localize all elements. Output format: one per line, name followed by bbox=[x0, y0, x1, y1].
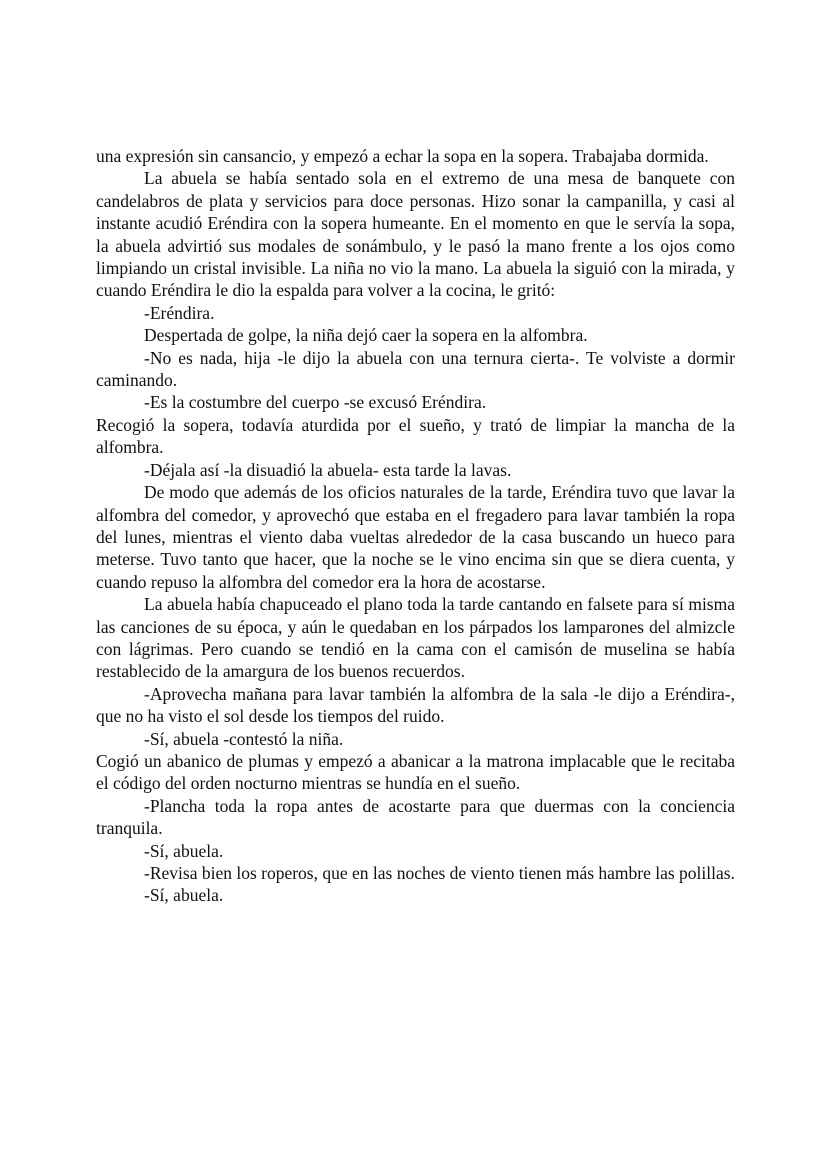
dialogue-line: -Sí, abuela. bbox=[144, 840, 224, 861]
text-body bbox=[96, 145, 735, 907]
dialogue-line: -Déjala así -la disuadió la abuela- esta tarde la lavas. bbox=[144, 459, 512, 480]
paragraph: La abuela había chapuceado el plano toda la tarde cantando en falsete para sí misma las canciones de su época, y aún le quedaban en los párpados los lamparones del almizcle con lágrimas. Pero cuando se tendió en la cama con el camisón de muselina se había restablecido de la amargura de los buenos recuerdos. bbox=[96, 594, 735, 682]
paragraph: Recogió la sopera, todavía aturdida por el sueño, y trató de limpiar la mancha de la alfombra. bbox=[96, 414, 735, 458]
dialogue-line: -Plancha toda la ropa antes de acostarte para que duermas con la conciencia tranquila. bbox=[96, 795, 735, 839]
paragraph: Despertada de golpe, la niña dejó caer la sopera en la alfombra. bbox=[144, 325, 588, 346]
paragraph: De modo que además de los oficios naturales de la tarde, Eréndira tuvo que lavar la alfombra del comedor, y aprovechó que estaba en el fregadero para lavar también la ropa del lunes, mientras el viento daba vueltas alrededor de la casa buscando un hueco para meterse. Tuvo tanto que hacer, que la noche se le vino encima sin que se diera cuenta, y cuando repuso la alfombra del comedor era la hora de acostarse. bbox=[96, 482, 735, 592]
dialogue-line: -Revisa bien los roperos, que en las noches de viento tienen más hambre las polillas. bbox=[144, 863, 735, 883]
paragraph: una expresión sin cansancio, y empezó a echar la sopa en la sopera. Trabajaba dormida. bbox=[96, 146, 709, 166]
dialogue-line: -Aprovecha mañana para lavar también la alfombra de la sala -le dijo a Eréndira-, que no ha visto el sol desde los tiempos del ruido. bbox=[96, 683, 735, 727]
paragraph: La abuela se había sentado sola en el extremo de una mesa de banquete con candelabros de plata y servicios para doce personas. Hizo sonar la campanilla, y casi al instante acudió Eréndira con la sopera humeante. En el momento en que le servía la sopa, la abuela advirtió sus modales de sonámbulo, y le pasó la mano frente a los ojos como limpiando un cristal invisible. La niña no vio la mano. La abuela la siguió con la mirada, y cuando Eréndira le dio la espalda para volver a la cocina, le gritó: bbox=[96, 168, 735, 301]
dialogue-line: -Sí, abuela -contestó la niña. bbox=[144, 728, 344, 749]
dialogue-line: -Eréndira. bbox=[144, 302, 215, 323]
dialogue-line: -No es nada, hija -le dijo la abuela con una ternura cierta-. Te volviste a dormir caminando. bbox=[96, 347, 735, 391]
dialogue-line: -Sí, abuela. bbox=[144, 885, 224, 906]
dialogue-line: -Es la costumbre del cuerpo -se excusó Eréndira. bbox=[144, 392, 487, 413]
paragraph: Cogió un abanico de plumas y empezó a abanicar a la matrona implacable que le recitaba el código del orden nocturno mientras se hundía en el sueño. bbox=[96, 750, 735, 794]
